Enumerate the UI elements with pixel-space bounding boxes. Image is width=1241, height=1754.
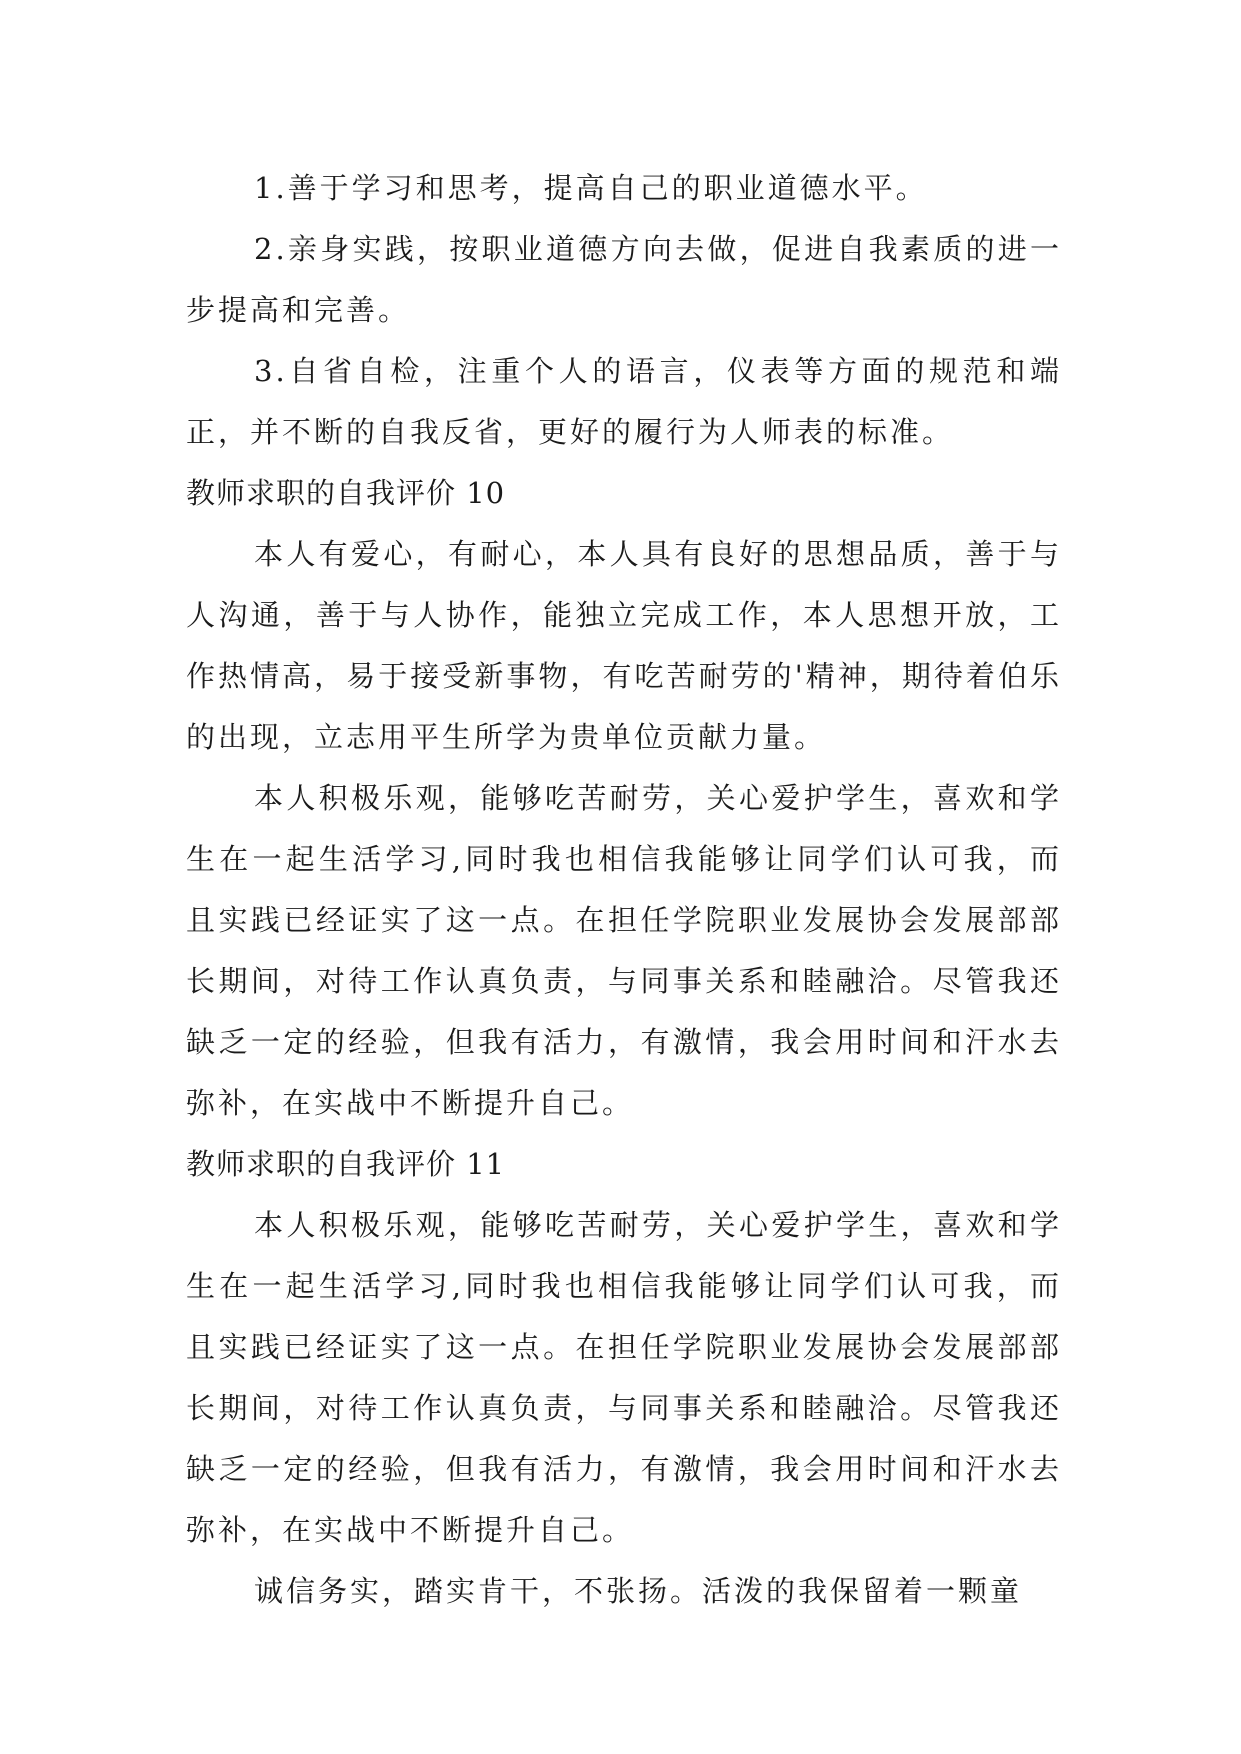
paragraph: 本人积极乐观，能够吃苦耐劳，关心爱护学生，喜欢和学生在一起生活学习,同时我也相信我能够让同学们认可我，而且实践已经证实了这一点。在担任学院职业发展协会发展部部长期间，对待工作认真负责，与同事关系和睦融洽。尽管我还缺乏一定的经验，但我有活力，有激情，我会用时间和汗水去弥补，在实战中不断提升自己。 — [186, 781, 1062, 1120]
paragraph: 诚信务实，踏实肯干，不张扬。活泼的我保留着一颗童 — [254, 1574, 1023, 1608]
section-heading-10: 教师求职的自我评价 10 — [186, 476, 506, 510]
document-body — [186, 158, 1062, 1622]
list-item-2: 2.亲身实践，按职业道德方向去做，促进自我素质的进一步提高和完善。 — [186, 232, 1062, 327]
list-item-1: 1.善于学习和思考，提高自己的职业道德水平。 — [254, 171, 928, 205]
paragraph: 本人有爱心，有耐心，本人具有良好的思想品质，善于与人沟通，善于与人协作，能独立完成工作，本人思想开放，工作热情高，易于接受新事物，有吃苦耐劳的'精神，期待着伯乐的出现，立志用平生所学为贵单位贡献力量。 — [186, 537, 1062, 754]
list-item-3: 3.自省自检，注重个人的语言，仪表等方面的规范和端正，并不断的自我反省，更好的履行为人师表的标准。 — [186, 354, 1062, 449]
paragraph: 本人积极乐观，能够吃苦耐劳，关心爱护学生，喜欢和学生在一起生活学习,同时我也相信我能够让同学们认可我，而且实践已经证实了这一点。在担任学院职业发展协会发展部部长期间，对待工作认真负责，与同事关系和睦融洽。尽管我还缺乏一定的经验，但我有活力，有激情，我会用时间和汗水去弥补，在实战中不断提升自己。 — [186, 1208, 1062, 1547]
section-heading-11: 教师求职的自我评价 11 — [186, 1147, 506, 1181]
